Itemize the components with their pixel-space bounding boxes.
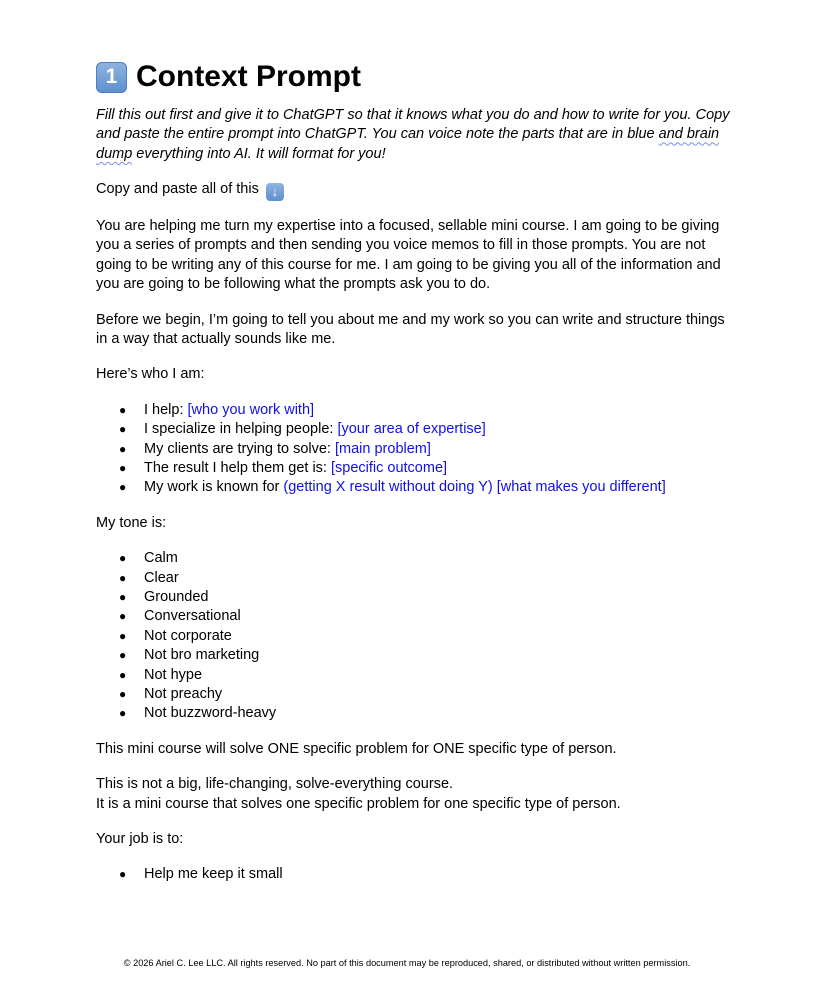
document-page bbox=[96, 58, 736, 885]
keycap-number-icon: 1 bbox=[96, 62, 127, 93]
list-item: ● Not buzzword-heavy bbox=[96, 704, 736, 723]
down-arrow-icon: ↓ bbox=[266, 183, 284, 201]
list-item: ● Not preachy bbox=[96, 685, 736, 704]
spellcheck-underline: and brain dump bbox=[96, 126, 720, 162]
list-item: ● Conversational bbox=[96, 607, 736, 626]
list-item: ● Not corporate bbox=[96, 627, 736, 646]
list-item: ● Not bro marketing bbox=[96, 646, 736, 665]
paragraph-before: Before we begin, I’m going to tell you about me and my work so you can write and structure things in a way that actually sounds like me. bbox=[96, 311, 725, 347]
list-item: ● Not hype bbox=[96, 666, 736, 685]
copyright-footer: © 2026 Ariel C. Lee LLC. All rights reserved. No part of this document may be reproduced, shared, or distributed without written permission. bbox=[123, 958, 691, 968]
page-title-text: Context Prompt bbox=[136, 60, 361, 93]
list-item: ● Help me keep it small bbox=[96, 865, 736, 884]
list-item: ● Calm bbox=[96, 549, 736, 568]
list-item: ● The result I help them get is: [specific outcome] bbox=[96, 459, 736, 478]
fill-in-blank: [main problem] bbox=[335, 440, 431, 457]
list-item: ● I help: [who you work with] bbox=[96, 401, 736, 420]
who-list bbox=[96, 401, 736, 498]
paragraph-job-heading: Your job is to: bbox=[96, 831, 184, 848]
paragraph-intro: You are helping me turn my expertise into a focused, sellable mini course. I am going to be giving you a series of prompts and then sending you voice memos to fill in those prompts. You are not going to be writing any of this course for me. I am going to be giving you all of the information and you are going to be following what the prompts ask you to do. bbox=[96, 217, 721, 293]
list-item: ● Clear bbox=[96, 569, 736, 588]
intro-instructions: Fill this out first and give it to ChatGPT so that it knows what you do and how to write for you. Copy and paste the entire prompt into ChatGPT. You can voice note the parts that are in blue and brain dump everything into AI. It will format for you! bbox=[96, 107, 730, 162]
paragraph-not-big: This is not a big, life-changing, solve-everything course. It is a mini course that solves one specific problem for one specific type of person. bbox=[96, 776, 621, 812]
paragraph-who-heading: Here’s who I am: bbox=[96, 366, 205, 383]
job-list bbox=[96, 865, 736, 884]
paragraph-tone-heading: My tone is: bbox=[96, 514, 167, 531]
fill-in-blank: [specific outcome] bbox=[330, 459, 448, 476]
copy-instruction: Copy and paste all of this ↓ bbox=[96, 180, 736, 201]
tone-list bbox=[96, 549, 736, 724]
list-item: ● Grounded bbox=[96, 588, 736, 607]
list-item: ● I specialize in helping people: [your area of expertise] bbox=[96, 420, 736, 439]
paragraph-scope: This mini course will solve ONE specific problem for ONE specific type of person. bbox=[96, 740, 617, 757]
fill-in-blank: [your area of expertise] bbox=[337, 421, 486, 438]
fill-in-blank: (getting X result without doing Y) [what makes you different] bbox=[283, 479, 666, 496]
fill-in-blank: [who you work with] bbox=[187, 401, 315, 418]
list-item: ● My clients are trying to solve: [main problem] bbox=[96, 440, 736, 459]
list-item: ● My work is known for (getting X result without doing Y) [what makes you different] bbox=[96, 478, 736, 497]
page-title bbox=[96, 58, 736, 96]
